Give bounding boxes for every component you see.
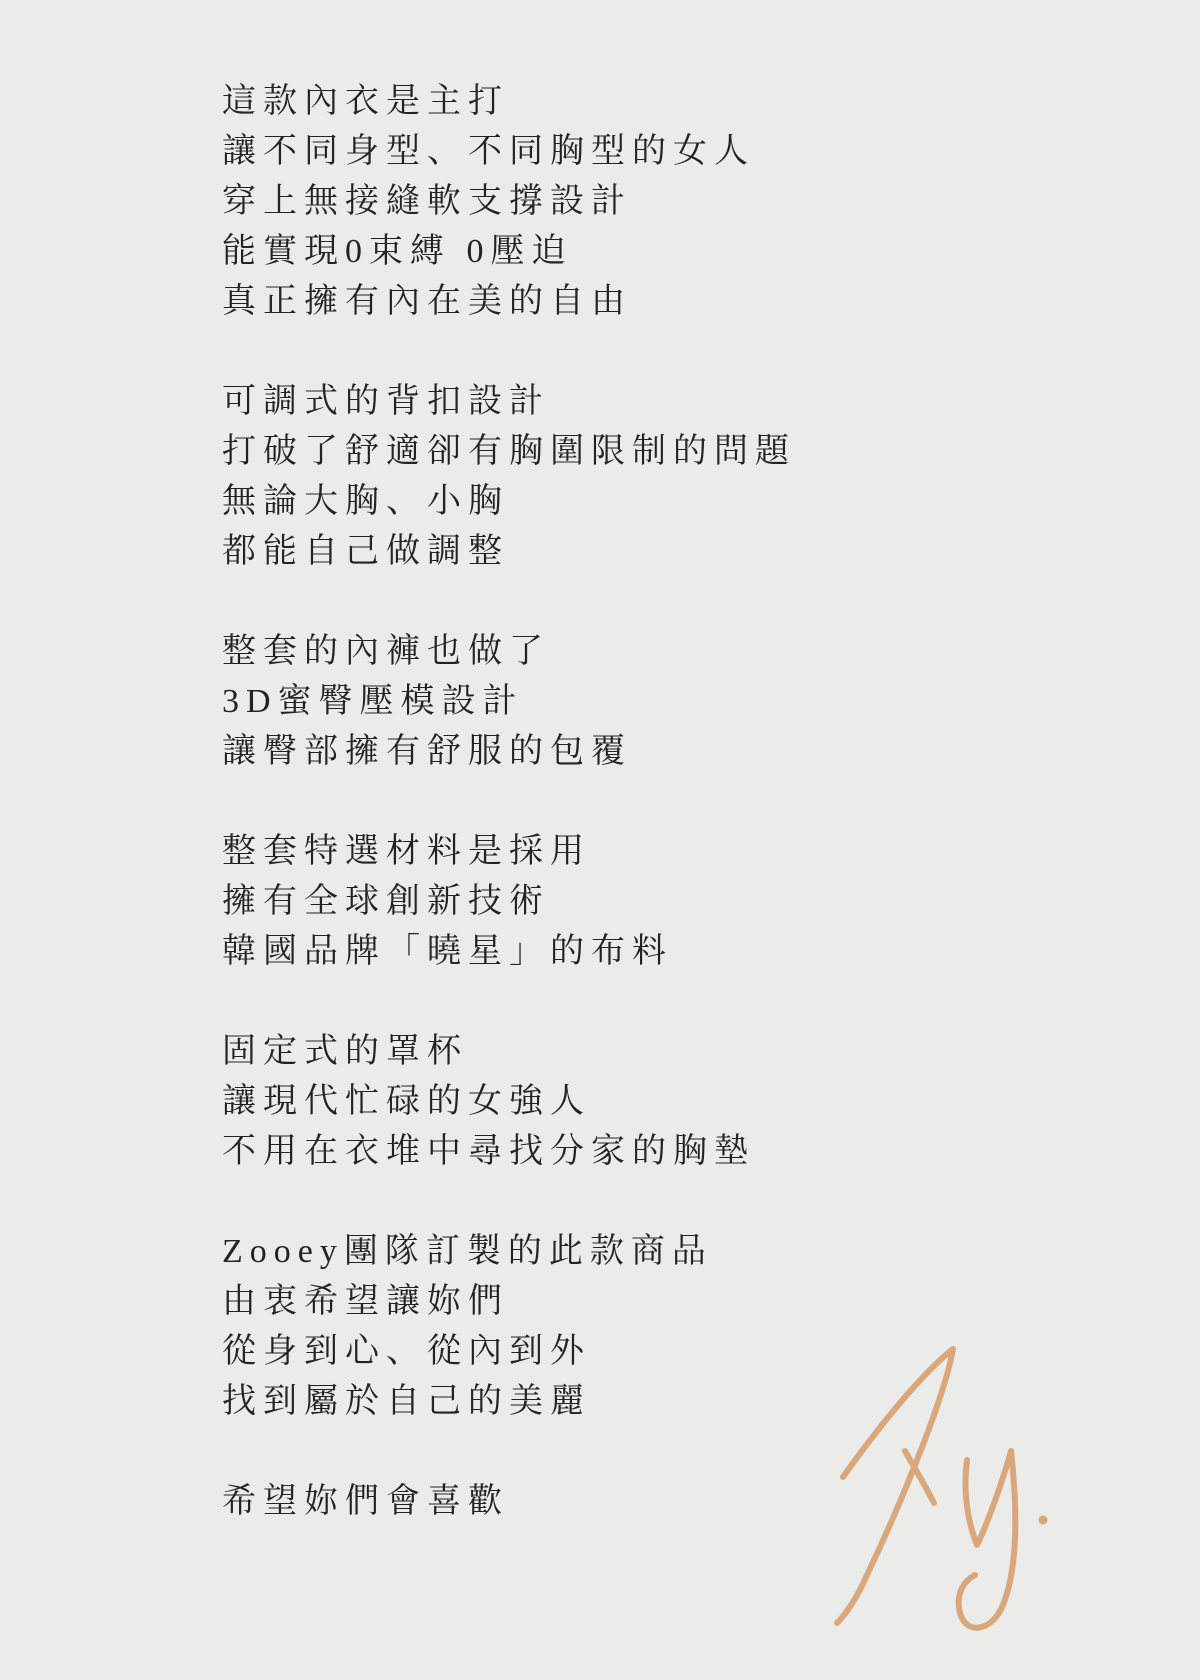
paragraph-back-clasp [222,377,1122,577]
text-line: 韓國品牌「曉星」的布料 [222,933,673,970]
text-line: 可調式的背扣設計 [222,383,550,420]
text-line: 整套的內褲也做了 [222,633,550,670]
signature-dot [1039,1516,1048,1525]
text-line: 找到屬於自己的美麗 [222,1383,591,1420]
text-line: 不用在衣堆中尋找分家的胸墊 [222,1133,755,1170]
text-line: 固定式的罩杯 [222,1033,468,1070]
text-line: Zooey團隊訂製的此款商品 [222,1233,713,1270]
text-line: 打破了舒適卻有胸圍限制的問題 [222,433,796,470]
text-line: 讓現代忙碌的女強人 [222,1083,591,1120]
text-line: 擁有全球創新技術 [222,883,550,920]
text-line: 能實現0束縛 0壓迫 [222,233,573,270]
text-line: 都能自己做調整 [222,533,509,570]
text-line: 穿上無接縫軟支撐設計 [222,183,632,220]
paragraph-panty [222,627,1122,777]
text-line: 整套特選材料是採用 [222,833,591,870]
text-line: 從身到心、從內到外 [222,1333,591,1370]
text-line: 真正擁有內在美的自由 [222,283,632,320]
signature-zy [805,1325,1055,1655]
signature-zy-icon [805,1325,1055,1655]
paragraph-fixed-cup [222,1027,1122,1177]
paragraph-intro [222,77,1122,327]
text-line: 希望妳們會喜歡 [222,1483,509,1520]
text-line: 3D蜜臀壓模設計 [222,683,524,720]
paragraph-material [222,827,1122,977]
text-line: 讓不同身型、不同胸型的女人 [222,133,755,170]
text-line: 由衷希望讓妳們 [222,1283,509,1320]
text-line: 這款內衣是主打 [222,83,509,120]
description-text-block [222,77,1122,1527]
text-line: 無論大胸、小胸 [222,483,509,520]
text-line: 讓臀部擁有舒服的包覆 [222,733,632,770]
